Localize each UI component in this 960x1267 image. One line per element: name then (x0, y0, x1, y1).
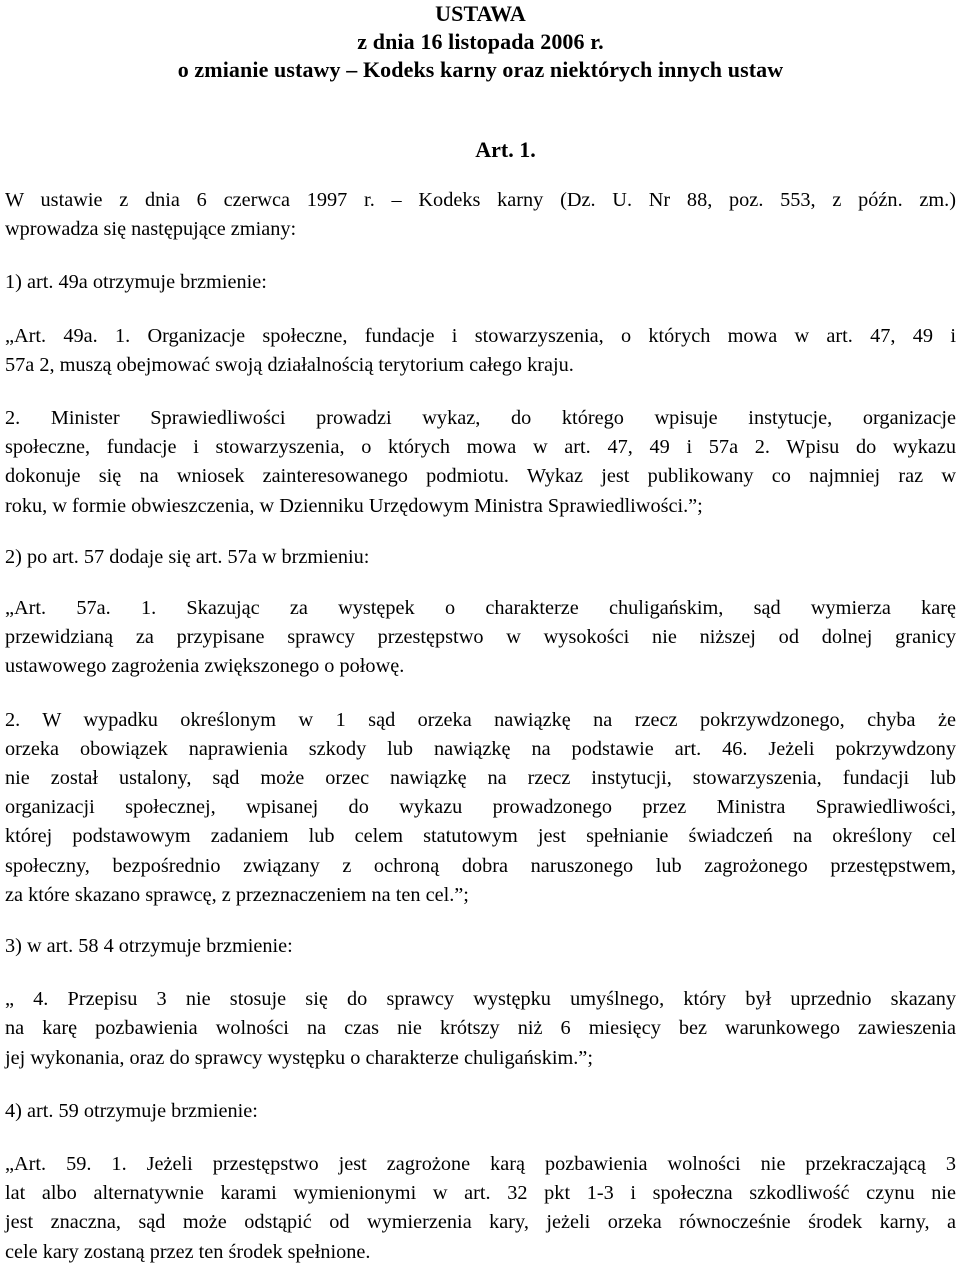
text-line: na karę pozbawienia wolności na czas nie krótszy niż 6 miesięcy bez warunkowego zawieszenia (5, 1017, 956, 1040)
text-line: za które skazano sprawcę, z przeznaczeniem na ten cel.”; (5, 883, 469, 906)
text-line: społeczne, fundacje i stowarzyszenia, o których mowa w art. 47, 49 i 57a 2. Wpisu do wykazu (5, 436, 956, 459)
intro-paragraph (5, 186, 956, 244)
text-line: jej wykonania, oraz do sprawcy występku o charakterze chuligańskim.”; (5, 1046, 593, 1069)
article-58-section-4 (5, 985, 956, 1073)
text-line: jest znaczna, sąd może odstąpić od wymierzenia kary, jeżeli orzeka równocześnie środek karny, a (5, 1211, 956, 1234)
text-line: społeczny, bezpośrednio związany z ochroną dobra naruszonego lub zagrożonego przestępstwem, (5, 854, 956, 877)
title-line-date: z dnia 16 listopada 2006 r. (357, 29, 604, 54)
article-heading: Art. 1. (475, 137, 536, 162)
text-line: wprowadza się następujące zmiany: (5, 218, 297, 241)
text-line: „Art. 59. 1. Jeżeli przestępstwo jest zagrożone karą pozbawienia wolności nie przekraczającą 3 (5, 1153, 956, 1176)
text-line: dokonuje się na wniosek zainteresowanego podmiotu. Wykaz jest publikowany co najmniej raz w (5, 465, 956, 488)
text-line: „Art. 49a. 1. Organizacje społeczne, fundacje i stowarzyszenia, o których mowa w art. 47, 49 i (5, 324, 956, 347)
article-49a-section-1 (5, 322, 956, 380)
title-line-subject: o zmianie ustawy – Kodeks karny oraz niektórych innych ustaw (177, 57, 784, 82)
text-line: której podstawowym zadaniem lub celem statutowym jest spełnianie świadczeń na określony cel (5, 825, 956, 848)
text-line: „Art. 57a. 1. Skazując za występek o charakterze chuligańskim, sąd wymierza karę (5, 597, 956, 620)
amendment-point-2: 2) po art. 57 dodaje się art. 57a w brzmieniu: (5, 545, 370, 568)
amendment-point-3: 3) w art. 58 4 otrzymuje brzmienie: (5, 935, 293, 958)
text-line: przewidzianą za przypisane sprawcy przestępstwo w wysokości nie niższej od dolnej granicy (5, 626, 956, 649)
text-line: lat albo alternatywnie karami wymienionymi w art. 32 pkt 1-3 i społeczna szkodliwość czynu nie (5, 1182, 956, 1205)
text-line: 57a 2, muszą obejmować swoją działalnością terytorium całego kraju. (5, 353, 574, 376)
text-line: organizacji społecznej, wpisanej do wykazu prowadzonego przez Ministra Sprawiedliwości, (5, 796, 956, 819)
text-line: roku, w formie obwieszczenia, w Dzienniku Urzędowym Ministra Sprawiedliwości.”; (5, 494, 703, 517)
title-line-act: USTAWA (435, 1, 526, 26)
text-line: W ustawie z dnia 6 czerwca 1997 r. – Kodeks karny (Dz. U. Nr 88, poz. 553, z późn. zm.) (5, 189, 956, 211)
amendment-point-4: 4) art. 59 otrzymuje brzmienie: (5, 1099, 258, 1122)
article-57a-section-1 (5, 594, 956, 682)
text-line: „ 4. Przepisu 3 nie stosuje się do sprawcy występku umyślnego, który był uprzednio skazany (5, 988, 956, 1011)
text-line: nie został ustalony, sąd może orzec nawiązkę na rzecz instytucji, stowarzyszenia, fundacji lub (5, 767, 956, 790)
text-line: 2. Minister Sprawiedliwości prowadzi wykaz, do którego wpisuje instytucje, organizacje (5, 407, 956, 430)
text-line: cele kary zostaną przez ten środek spełnione. (5, 1240, 371, 1263)
article-59-section-1 (5, 1150, 956, 1267)
article-49a-section-2 (5, 404, 956, 521)
text-line: orzeka obowiązek naprawienia szkody lub nawiązkę na podstawie art. 46. Jeżeli pokrzywdzony (5, 737, 956, 760)
document-title (5, 0, 956, 84)
text-line: ustawowego zagrożenia zwiększonego o połowę. (5, 655, 405, 678)
amendment-point-1: 1) art. 49a otrzymuje brzmienie: (5, 271, 267, 294)
text-line: 2. W wypadku określonym w 1 sąd orzeka nawiązkę na rzecz pokrzywdzonego, chyba że (5, 708, 956, 731)
article-57a-section-2 (5, 706, 956, 910)
document-page (5, 0, 956, 1267)
